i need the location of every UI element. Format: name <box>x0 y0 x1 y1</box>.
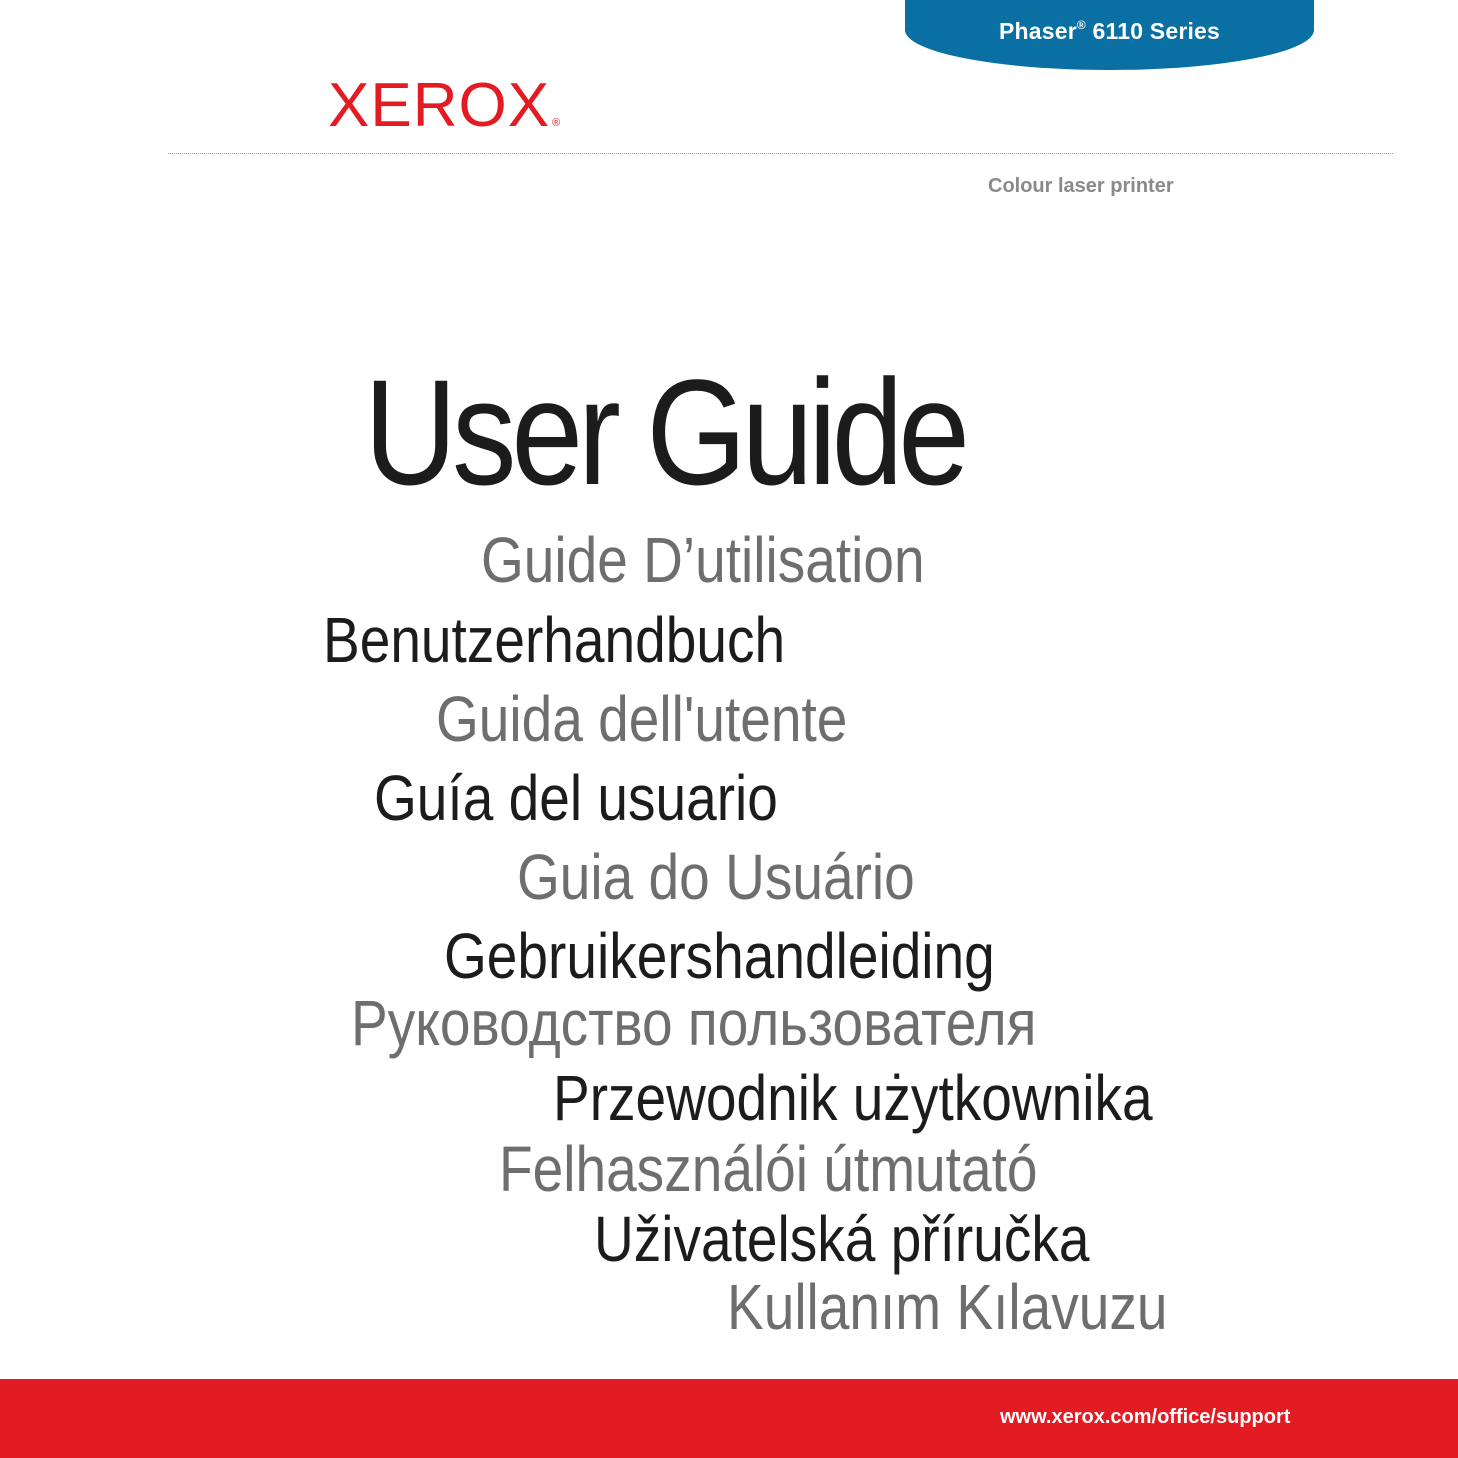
xerox-logo <box>328 71 561 140</box>
header-divider <box>168 153 1393 154</box>
product-type: Colour laser printer <box>988 175 1174 197</box>
title-spanish: Guía del usuario <box>374 762 778 834</box>
series-label <box>905 18 1314 45</box>
title-turkish: Kullanım Kılavuzu <box>727 1271 1168 1343</box>
page-title: User Guide <box>364 348 965 516</box>
brand-name: XEROX <box>328 71 551 140</box>
title-dutch: Gebruikershandleiding <box>444 920 995 992</box>
series-tab <box>905 0 1314 70</box>
series-model: 6110 Series <box>1092 18 1221 44</box>
title-polish: Przewodnik użytkownika <box>553 1062 1153 1134</box>
title-hungarian: Felhasználói útmutató <box>499 1133 1038 1205</box>
title-czech: Uživatelská příručka <box>594 1203 1090 1275</box>
title-portuguese: Guia do Usuário <box>517 841 915 913</box>
title-german: Benutzerhandbuch <box>323 604 786 676</box>
support-url[interactable]: www.xerox.com/office/support <box>1000 1406 1291 1428</box>
title-russian: Руководство пользователя <box>351 987 1037 1059</box>
series-product: Phaser <box>998 18 1077 44</box>
brand-registered-mark: ® <box>552 117 561 129</box>
title-french: Guide D’utilisation <box>481 524 925 596</box>
footer-bar <box>0 1379 1458 1458</box>
title-italian: Guida dell'utente <box>436 683 848 755</box>
registered-mark: ® <box>1076 18 1086 32</box>
